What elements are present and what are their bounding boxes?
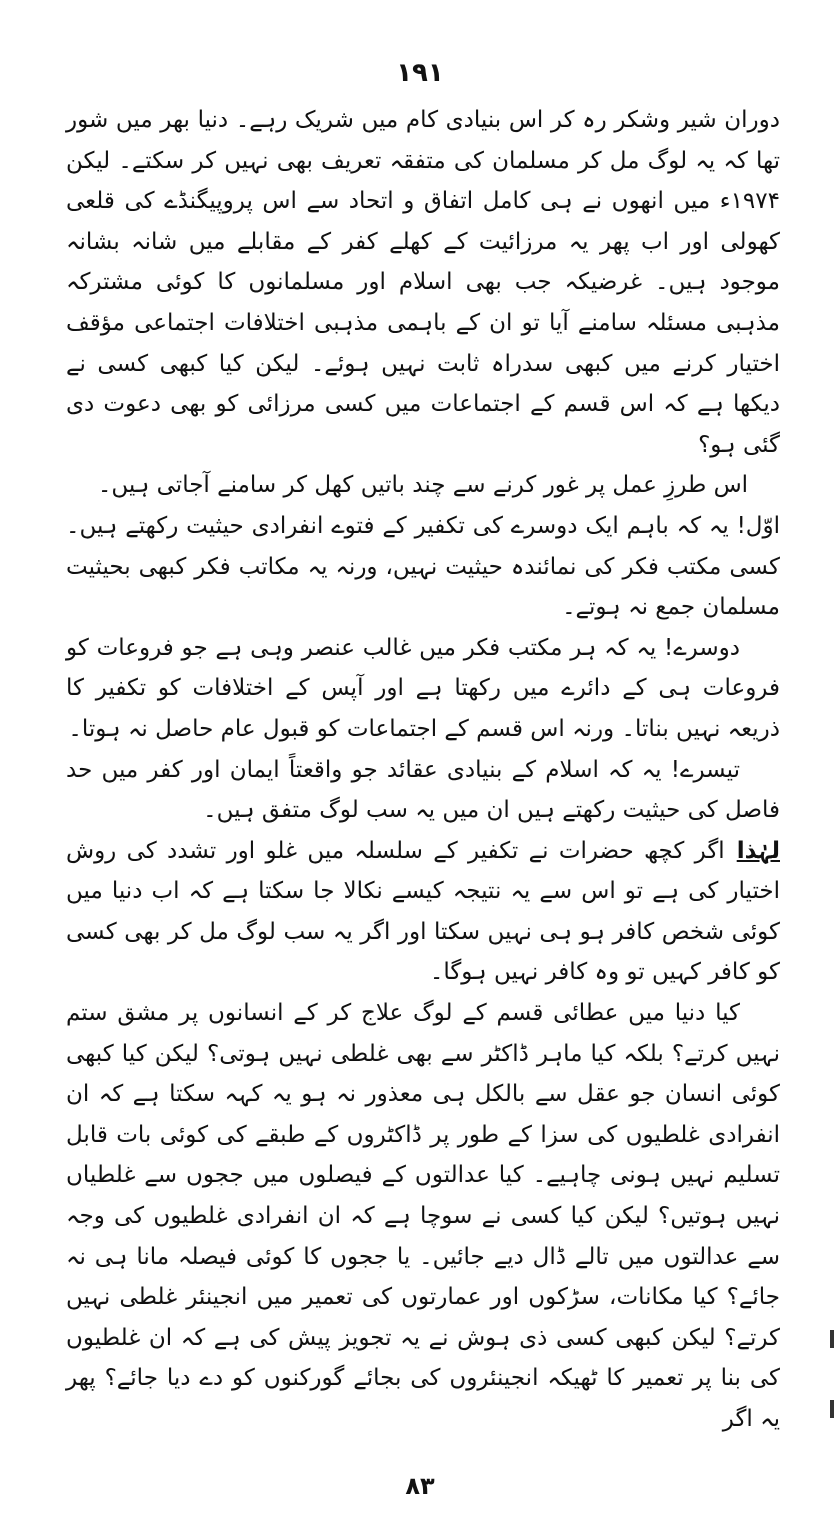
paragraph-5: تیسرے! یہ کہ اسلام کے بنیادی عقائد جو واقعتاً ایمان اور کفر میں حد فاصل کی حیثیت رکھتے ہیں ان میں یہ سب لوگ متفق ہیں۔ <box>66 756 780 824</box>
scan-edge-mark <box>830 1400 834 1418</box>
lead-word-lehaza: لہٰذا <box>736 837 780 864</box>
body-text <box>66 100 780 1440</box>
paragraph-3: اوّل! یہ کہ باہم ایک دوسرے کی تکفیر کے فتوے انفرادی حیثیت رکھتے ہیں۔ کسی مکتب فکر کی نمائندہ حیثیت نہیں، ورنہ یہ مکاتب فکر کبھی بحیثیت مسلمان جمع نہ ہوتے۔ <box>66 512 780 621</box>
paragraph-2: اس طرزِ عمل پر غور کرنے سے چند باتیں کھل کر سامنے آجاتی ہیں۔ <box>97 472 749 499</box>
scan-edge-mark <box>830 1330 834 1348</box>
paragraph-7: کیا دنیا میں عطائی قسم کے لوگ علاج کر کے انسانوں پر مشق ستم نہیں کرتے؟ بلکہ کیا ماہر ڈاکٹر سے بھی غلطی نہیں ہوتی؟ لیکن کیا کبھی کوئی انسان جو عقل سے بالکل ہی معذور نہ ہو یہ کہہ سکتا ہے کہ ان انفرادی غلطیوں کی سزا کے طور پر ڈاکٹروں کے طبقے کی کوئی بات قابل تسلیم نہیں ہونی چاہیے۔ کیا عدالتوں کے فیصلوں میں ججوں سے غلطیاں نہیں ہوتیں؟ لیکن کیا کسی نے سوچا ہے کہ ان انفرادی غلطیوں کی وجہ سے عدالتوں میں تالے ڈال دیے جائیں۔ یا ججوں کا کوئی فیصلہ مانا ہی نہ جائے؟ کیا مکانات، سڑکوں اور عمارتوں کی تعمیر میں انجینئر غلطی نہیں کرتے؟ لیکن کبھی کسی ذی ہوش نے یہ تجویز پیش کی ہے کہ ان غلطیوں کی بنا پر تعمیر کا ٹھیکہ انجینئروں کی بجائے گورکنوں کو دے دیا جائے؟ پھر یہ اگر <box>66 1000 780 1432</box>
page-number: ۱۹۱ <box>396 58 444 88</box>
paragraph-6 <box>66 831 780 993</box>
paragraph-4: دوسرے! یہ کہ ہر مکتب فکر میں غالب عنصر وہی ہے جو فروعات کو فروعات ہی کے دائرے میں رکھتا ہے اور آپس کے اختلافات کو تکفیر کا ذریعہ نہیں بناتا۔ ورنہ اس قسم کے اجتماعات کو قبول عام حاصل نہ ہوتا۔ <box>66 634 780 742</box>
paragraph-1: دوران شیر وشکر رہ کر اس بنیادی کام میں شریک رہے۔ دنیا بھر میں شور تھا کہ یہ لوگ مل کر مسلمان کی متفقہ تعریف بھی نہیں کر سکتے۔ لیکن ۱۹۷۴ء میں انھوں نے ہی کامل اتفاق و اتحاد سے اس پروپیگنڈے کی قلعی کھولی اور اب پھر یہ مرزائیت کے کھلے کفر کے مقابلے میں شانہ بشانہ موجود ہیں۔ غرضیکہ جب بھی اسلام اور مسلمانوں کا کوئی مشترکہ مذہبی مسئلہ سامنے آیا تو ان کے باہمی مذہبی اختلافات اجتماعی مؤقف اختیار کرنے میں کبھی سدراہ ثابت نہیں ہوئے۔ لیکن کیا کبھی کسی نے دیکھا ہے کہ اس قسم کے اجتماعات میں کسی مرزائی کو بھی دعوت دی گئی ہو؟ <box>66 107 780 458</box>
paragraph-6-text: اگر کچھ حضرات نے تکفیر کے سلسلہ میں غلو اور تشدد کی روش اختیار کی ہے تو اس سے یہ نتیجہ کیسے نکالا جا سکتا ہے کہ اب دنیا میں کوئی شخص کافر ہو ہی نہیں سکتا اور اگر یہ سب لوگ مل کر بھی کسی کو کافر کہیں تو وہ کافر نہیں ہوگا۔ <box>66 837 780 986</box>
footer-page-number: ۸۳ <box>405 1472 435 1500</box>
